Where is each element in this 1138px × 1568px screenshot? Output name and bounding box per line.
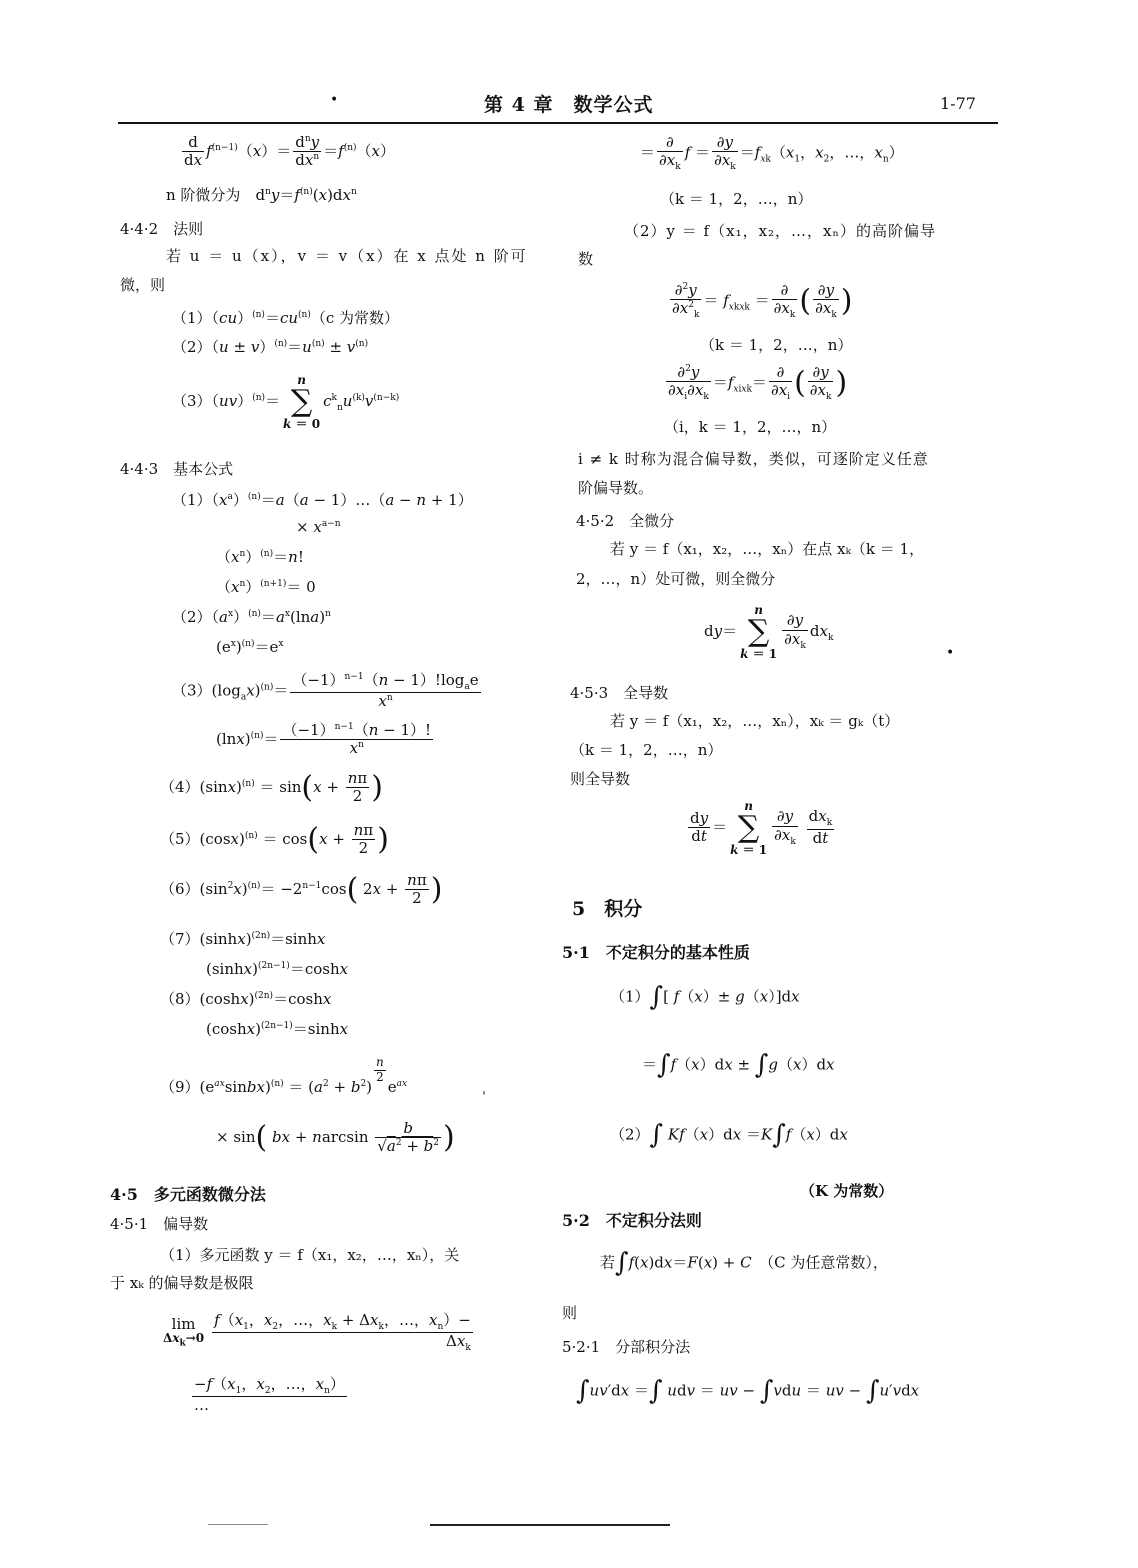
bottom-scan-line — [430, 1524, 670, 1526]
formula-second-partial: $\frac{\partial^2y}{\partial x^2_k}$ ＝ $f_{xkxk}$ ＝ $\frac{\partial}{\partial x_k}$ ( $\frac{\partial y}{\partial x_k}$ ) — [672, 281, 853, 321]
rule52-prefix: 若 — [600, 1253, 616, 1272]
formula-9b: × sin( bx + narcsin $\frac{b}{√a^2 + b^2}$ ) — [216, 1119, 455, 1156]
formula-8a: $(8)(\cosh x)^{(2n)}=\cosh x$ — [160, 990, 332, 1008]
heading-4-5-2: 4·5·2 全微分 — [576, 512, 675, 530]
rule-3-leibniz: （3）（uv）$^{(n)}$＝ n ∑ k ＝ 0 $c^k_nu^{(k)}v^{(n-k)}$ — [172, 373, 400, 431]
total-deriv-intro-1: 若 y ＝ f（x₁，x₂，…，xₙ），xₖ ＝ gₖ（t） — [610, 712, 900, 730]
nth-diff-label: n 阶微分为 — [166, 186, 241, 204]
rule-intro-line1: 若 u ＝ u（x），v ＝ v（x）在 x 点处 n 阶可 — [166, 247, 528, 265]
formula-7a: $(7)(\sinh x)^{(2n)}=\sinh x$ — [160, 930, 326, 948]
heading-4-5-1: 4·5·1 偏导数 — [110, 1215, 209, 1233]
formula-1b: $(x^n)^{(n)}=n$! — [216, 548, 304, 566]
ik-range: （i，k ＝ 1，2，…，n） — [664, 418, 837, 436]
rule-1-note: （c 为常数） — [310, 309, 400, 327]
heading-4-4-2: 4·4·2 法则 — [120, 220, 204, 238]
integral-rule-antiderivative: 若∫f(x)dx＝F(x) + C （C 为任意常数）， — [600, 1248, 888, 1278]
integral-property-1b: ＝∫f（x）dx ± ∫g（x）dx — [642, 1050, 835, 1080]
formula-integration-by-parts: ∫uv′dx ＝∫ udv ＝ uv − ∫vdu ＝ uv − ∫u′vdx — [576, 1376, 920, 1406]
mixed-text-line1: i ≠ k 时称为混合偏导数，类似，可逐阶定义任意 — [578, 450, 929, 468]
formula-7b: $(\sinh x)^{(2n-1)}=\cosh x$ — [206, 960, 349, 978]
page-number: 1-77 — [940, 94, 976, 113]
then-label: 则 — [562, 1304, 578, 1322]
formula-total-derivative: $\frac{dy}{dt}$ ＝ n ∑ k ＝ 1 $\frac{\partial y}{\partial x_k}$ $\frac{dx_k}{dt}$ — [690, 799, 833, 857]
formula-nth-differential: n 阶微分为 $d^ny=f^{(n)}(x)dx^n$ — [166, 186, 357, 204]
speck-dot: ˈ — [482, 1090, 486, 1106]
total-deriv-intro-2: （k ＝ 1，2，…，n） — [570, 741, 723, 759]
formula-3a: $(3)(\log_ax)^{(n)}=$ $\frac{(-1)^{n-1}(n - 1)!\log_ae}{x^n}$ — [172, 671, 479, 711]
formula-5-cos: $(5)(\cos x)^{(n)} = \cos(x$ + $\frac{n\pi}{2}$ ) — [160, 821, 389, 858]
heading-4-5-3: 4·5·3 全导数 — [570, 684, 669, 702]
speck-dot: • — [330, 92, 339, 108]
formula-9a: $(9)(e^{ax}sinbx)^{(n)} = (a^2 + b^2)$ $^{\frac{n}{2}}$ $e^{ax}$ — [160, 1055, 408, 1096]
total-deriv-intro-3: 则全导数 — [570, 770, 631, 788]
formula-total-differential: dy＝ n ∑ k ＝ 1 $\frac{\partial y}{\partial x_k}$ $dx_k$ — [704, 603, 834, 661]
heading-5-2: 5·2 不定积分法则 — [562, 1211, 702, 1230]
k-range-1: （k ＝ 1，2，…，n） — [660, 190, 813, 208]
partial-intro-line1: （1）多元函数 y ＝ f（x₁，x₂，…，xₙ），关 — [160, 1246, 460, 1264]
integral-property-2: （2）∫ Kf（x）dx ＝K∫f（x）dx — [610, 1120, 848, 1150]
k-range-2: （k ＝ 1，2，…，n） — [700, 336, 853, 354]
formula-nth-derivative: $\frac{d}{dx}$ $f^{(n-1)}(x)=$ $\frac{d^ny}{dx^n}$ $=f^{(n)}(x)$ — [184, 133, 396, 170]
formula-partial-limit: lim $\Delta x_k\to 0$ $\frac{f(x_1,x_2,\dots,x_k + \Delta x_k,\dots,x_n)-}{\Delta x_k}$ — [163, 1311, 471, 1354]
integral-property-1a: （1）∫[ f（x）± g（x）]dx — [610, 982, 800, 1012]
formula-4-sin: $(4)(\sin x)^{(n)} = \sin(x$ + $\frac{n\pi}{2}$ ) — [160, 769, 383, 806]
heading-4-5: 4·5 多元函数微分法 — [110, 1185, 266, 1204]
higher-partial-intro-1: （2）y ＝ f（x₁，x₂，…，xₙ）的高阶偏导 — [624, 222, 937, 240]
mixed-text-line2: 阶偏导数。 — [578, 479, 654, 497]
higher-partial-intro-2: 数 — [578, 250, 594, 268]
formula-mixed-partial: $\frac{\partial^2y}{\partial x_i\partial x_k}$ $=f_{xixk}=$ $\frac{\partial}{\partial x_i}$ ( $\frac{\partial y}{\partial x_k}$ ) — [668, 363, 848, 403]
formula-2b: $(e^x)^{(n)}=e^x$ — [216, 638, 284, 656]
formula-1c: $(x^n)^{(n+1)}= 0$ — [216, 578, 316, 596]
page-title: 第 4 章 数学公式 — [484, 94, 654, 116]
total-diff-intro-1: 若 y ＝ f（x₁，x₂，…，xₙ）在点 xₖ（k ＝ 1， — [610, 540, 925, 558]
constant-k-note: （K 为常数） — [800, 1182, 894, 1200]
formula-8b: $(\cosh x)^{(2n-1)}=\sinh x$ — [206, 1020, 349, 1038]
rule-2: $(2)(u \pm v)^{(n)}=u^{(n)} \pm v^{(n)}$ — [172, 338, 369, 356]
partial-intro-line2: 于 xₖ 的偏导数是极限 — [110, 1274, 254, 1292]
header-rule — [118, 122, 998, 124]
heading-5-1: 5·1 不定积分的基本性质 — [562, 943, 750, 962]
formula-partial-def: ＝ $\frac{\partial}{\partial x_k}$ f ＝ $\frac{\partial y}{\partial x_k}$ $=f_{xk}(x_1$，$x_2$，…，$x_n$） — [640, 133, 904, 173]
formula-1a-cont: × $x^{a-n}$ — [296, 518, 341, 536]
formula-3b: $(\ln x)^{(n)}=$ $\frac{(-1)^{n-1}(n - 1)!}{x^n}$ — [216, 721, 432, 758]
formula-6-sin2: $(6)(\sin^2x)^{(n)}= -2^{n-1}\cos$( 2x + $\frac{n\pi}{2}$ ) — [160, 871, 443, 908]
speck-dot: • — [946, 645, 955, 661]
bottom-scan-line — [208, 1524, 268, 1525]
heading-5: 5 积分 — [572, 898, 643, 920]
formula-1a: $(1)(x^a)^{(n)}=a(a$ − 1）…（a − n + 1） — [172, 491, 473, 509]
rule-1: $(1)(cu)^{(n)}=cu^{(n)}(c$ 为常数） — [172, 309, 400, 327]
heading-5-2-1: 5·2·1 分部积分法 — [562, 1338, 691, 1356]
total-diff-intro-2: 2，…，n）处可微，则全微分 — [576, 570, 776, 588]
formula-2a: $(2)(a^x)^{(n)}=a^x(\ln a)^n$ — [172, 608, 331, 626]
rule52-note: （C 为任意常数）， — [766, 1253, 888, 1272]
heading-4-4-3: 4·4·3 基本公式 — [120, 460, 234, 478]
formula-partial-limit-cont: $\frac{-f(x_1,x_2,\dots,x_n)}{\dots}$ — [194, 1375, 345, 1415]
rule-intro-line2: 微，则 — [120, 276, 166, 294]
